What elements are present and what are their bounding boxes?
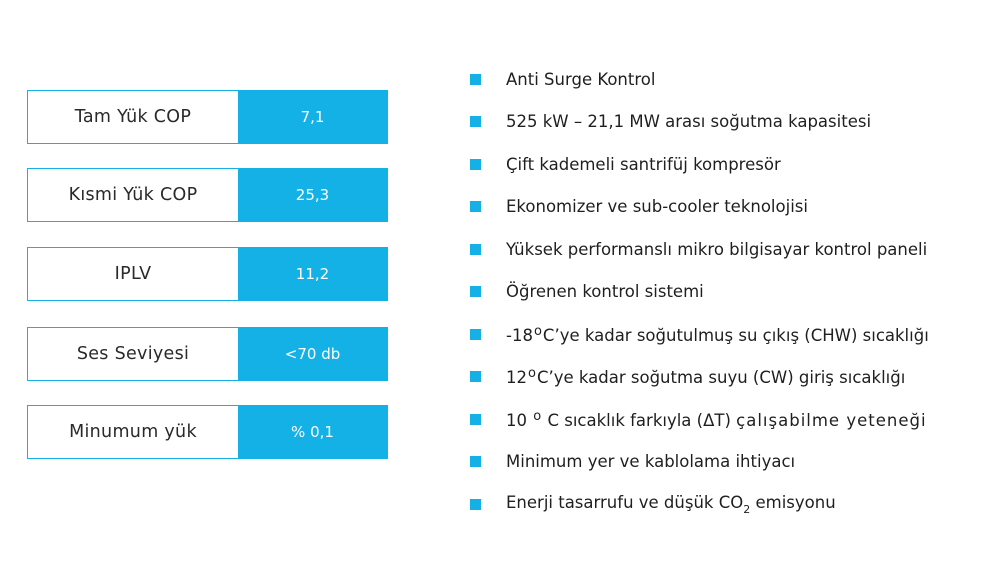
spec-value: % 0,1 [238,406,387,458]
feature-item [470,186,929,229]
spec-label: Minumum yük [28,406,238,458]
feature-text: Ekonomizer ve sub-cooler teknolojisi [506,197,808,217]
spec-row-iplv [27,247,388,301]
feature-text [506,409,927,430]
feature-text-part: C’ye kadar soğutma suyu (CW) giriş sıcaklığı [536,368,906,388]
feature-text: Öğrenen kontrol sistemi [506,282,704,302]
feature-text-part: 10 [506,410,533,430]
square-bullet-icon [470,74,481,85]
degree-symbol: o [528,366,536,382]
square-bullet-icon [470,201,481,212]
feature-list [470,58,929,526]
feature-text-part: Enerji tasarrufu ve düşük CO [506,492,744,512]
square-bullet-icon [470,116,481,127]
subscript-two: 2 [743,502,751,516]
feature-text-part: emisyonu [750,492,836,512]
feature-text: Anti Surge Kontrol [506,69,656,89]
square-bullet-icon [470,159,481,170]
feature-item [470,441,929,484]
feature-text-part: C sıcaklık farkıyla (ΔT) [542,410,737,430]
feature-text-part: C’ye kadar soğutulmuş su çıkış (CHW) sıcaklığı [542,325,929,345]
square-bullet-icon [470,371,481,382]
feature-item [470,58,929,101]
feature-text-part: -18 [506,325,533,345]
spec-label: Tam Yük COP [28,91,238,143]
feature-item [470,483,929,526]
square-bullet-icon [470,456,481,467]
square-bullet-icon [470,286,481,297]
degree-symbol: o [533,408,542,424]
spec-row-full-load-cop [27,90,388,144]
spec-value: <70 db [238,328,387,380]
feature-text [506,493,836,516]
feature-text: Minimum yer ve kablolama ihtiyacı [506,452,796,472]
spec-label: Ses Seviyesi [28,328,238,380]
spec-row-sound-level [27,327,388,381]
feature-text: 525 kW – 21,1 MW arası soğutma kapasitesi [506,112,872,132]
spec-row-minimum-load [27,405,388,459]
spec-value: 7,1 [238,91,387,143]
square-bullet-icon [470,414,481,425]
feature-item [470,271,929,314]
feature-text-part: çalışabilme yeteneği [736,410,927,430]
square-bullet-icon [470,244,481,255]
feature-text [506,366,905,387]
feature-text [506,324,929,345]
feature-item [470,143,929,186]
feature-text: Yüksek performanslı mikro bilgisayar kontrol paneli [506,239,928,259]
feature-item [470,313,929,356]
degree-symbol: o [533,323,542,339]
spec-value: 25,3 [238,169,387,221]
feature-item [470,398,929,441]
feature-text: Çift kademeli santrifüj kompresör [506,154,781,174]
spec-table [27,90,388,483]
feature-item [470,101,929,144]
spec-value: 11,2 [238,248,387,300]
feature-item [470,356,929,399]
spec-label: Kısmi Yük COP [28,169,238,221]
square-bullet-icon [470,329,481,340]
feature-item [470,228,929,271]
spec-label: IPLV [28,248,238,300]
spec-row-part-load-cop [27,168,388,222]
square-bullet-icon [470,499,481,510]
feature-text-part: 12 [506,368,527,388]
